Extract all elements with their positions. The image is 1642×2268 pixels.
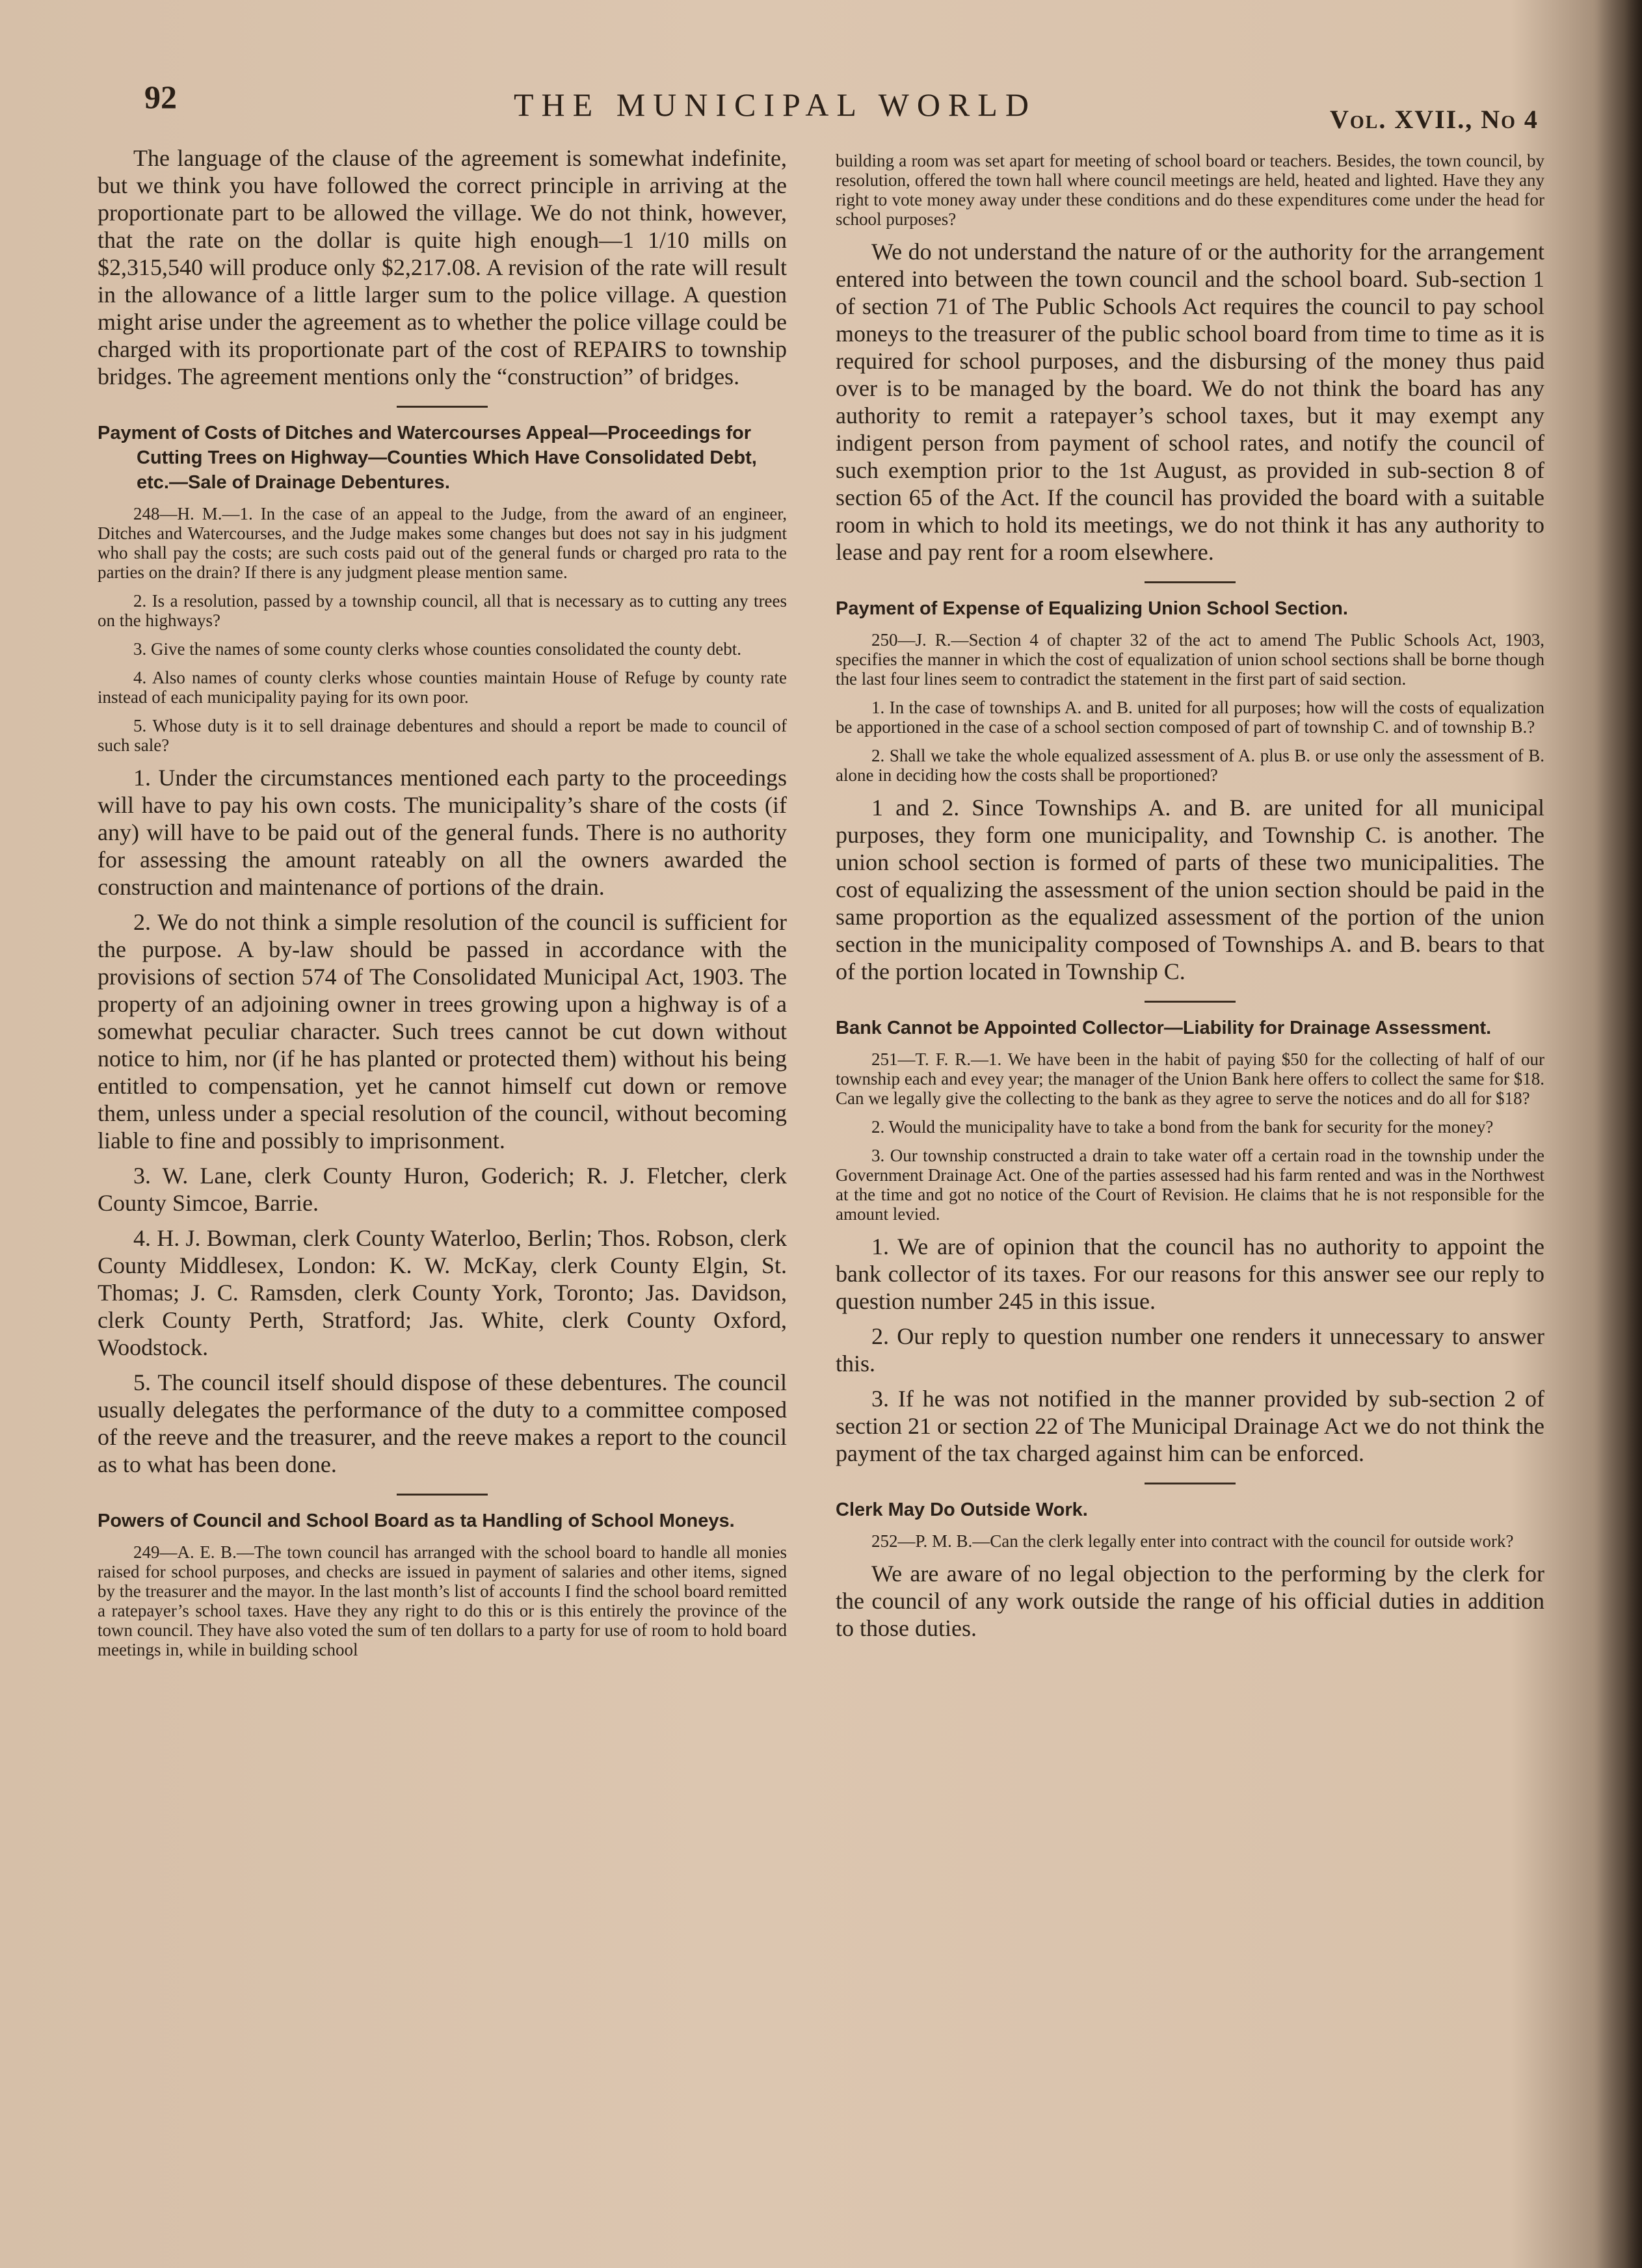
- question-249-continued: building a room was set apart for meeting of school board or teachers. Besides, the town council, by resolution, offered the town hall where council meetings are held, heated and lighted. Have they any right to vote money away under these conditions and do these expenditures come under the head for school purposes?: [836, 151, 1544, 229]
- question-251-1: 251—T. F. R.—1. We have been in the habit of paying $50 for the collecting of half of our township each and evey year; the manager of the Union Bank here offers to collect the same for $18. Can we legally give the collecting to the bank as they agree to serve the notices and do all for $18?: [836, 1049, 1544, 1108]
- question-251-3: 3. Our township constructed a drain to take water off a certain road in the township under the Government Drainage Act. One of the parties assessed had his farm rented and was in the Northwest at the time and got no notice of the Court of Revision. He claims that he is not responsible for the amount levied.: [836, 1146, 1544, 1224]
- section-divider: [1145, 1483, 1236, 1484]
- question-248-5: 5. Whose duty is it to sell drainage debentures and should a report be made to council of such sale?: [98, 716, 787, 755]
- question-250-1: 1. In the case of townships A. and B. united for all purposes; how will the costs of equalization be apportioned in the case of a school section composed of part of township C. and of township B.?: [836, 698, 1544, 737]
- question-248-4: 4. Also names of county clerks whose counties maintain House of Refuge by county rate instead of each municipality paying for its own poor.: [98, 668, 787, 707]
- question-250-2: 2. Shall we take the whole equalized assessment of A. plus B. or use only the assessment of B. alone in deciding how the costs shall be proportioned?: [836, 746, 1544, 785]
- section-heading-252: Clerk May Do Outside Work.: [836, 1499, 1088, 1520]
- section-divider: [1145, 1001, 1236, 1003]
- answer-250: 1 and 2. Since Townships A. and B. are united for all municipal purposes, they form one municipality, and Township C. is another. The union school section is formed of parts of these two municipalities. The cost of equalizing the assessment of the union section should be paid in the same proportion as the equalized assessment of the portion of the union section in the municipality composed of Townships A. and B. bears to that of the portion located in Township C.: [836, 795, 1544, 984]
- question-248-3: 3. Give the names of some county clerks whose counties consolidated the county debt.: [133, 639, 742, 659]
- question-251-2: 2. Would the municipality have to take a bond from the bank for security for the money?: [871, 1117, 1494, 1137]
- left-column: [98, 144, 787, 1668]
- answer-249: We do not understand the nature of or the authority for the arrangement entered into between the town council and the school board. Sub-section 1 of section 71 of The Public Schools Act requires the council to pay school moneys to the treasurer of the public school board from time to time as it is required for school purposes, and the disbursing of the money thus paid over is to be managed by the board. We do not think the board has any authority to remit a ratepayer’s school taxes, but it may exempt any indigent person from payment of school rates, and notify the council of such exemption prior to the 1st August, as provided in sub-section 8 of section 65 of the Act. If the council has provided the board with a suitable room in which to hold its meetings, we do not think it has any authority to lease and pay rent for a room elsewhere.: [836, 239, 1544, 565]
- right-column: [836, 151, 1544, 1650]
- section-heading-251: Bank Cannot be Appointed Collector—Liability for Drainage Assessment.: [836, 1018, 1492, 1038]
- answer-248-4: 4. H. J. Bowman, clerk County Waterloo, Berlin; Thos. Robson, clerk County Middlesex, London: K. W. McKay, clerk County Elgin, St. Thomas; J. C. Ramsden, clerk County York, Toronto; Jas. Davidson, clerk County Perth, Stratford; Jas. White, clerk County Oxford, Woodstock.: [98, 1225, 787, 1360]
- answer-251-1: 1. We are of opinion that the council has no authority to appoint the bank collector of its taxes. For our reasons for this answer see our reply to question number 245 in this issue.: [836, 1233, 1544, 1314]
- section-divider: [397, 406, 488, 408]
- answer-248-1: 1. Under the circumstances mentioned each party to the proceedings will have to pay his own costs. The municipality’s share of the costs (if any) will have to be paid out of the general funds. There is no authority for assessing the amount rateably on all the owners awarded the construction and maintenance of portions of the drain.: [98, 765, 787, 900]
- answer-paragraph: The language of the clause of the agreement is somewhat indefinite, but we think you have followed the correct principle in arriving at the proportionate part to be allowed the village. We do not think, however, that the rate on the dollar is quite high enough—1 1/10 mills on $2,315,540 will produce only $2,217.08. A revision of the rate will result in the allowance of a little larger sum to the police village. A question might arise under the agreement as to whether the police village could be charged with its proportionate part of the cost of REPAIRS to township bridges. The agreement mentions only the “construction” of bridges.: [98, 145, 787, 389]
- section-heading-248: Payment of Costs of Ditches and Watercourses Appeal—Proceedings for Cutting Trees on Highway—Counties Which Have Consolidated Debt, etc.—Sale of Drainage Debentures.: [98, 423, 757, 493]
- running-head: [0, 73, 1642, 138]
- section-heading-250: Payment of Expense of Equalizing Union School Section.: [836, 598, 1348, 619]
- section-divider: [1145, 581, 1236, 583]
- book-spine-shadow: [1596, 0, 1642, 2268]
- section-heading-249: Powers of Council and School Board as ta Handling of School Moneys.: [98, 1510, 735, 1531]
- section-divider: [397, 1494, 488, 1496]
- volume-number: Vol. XVII., No 4: [1330, 105, 1539, 134]
- question-248-1: 248—H. M.—1. In the case of an appeal to the Judge, from the award of an engineer, Ditches and Watercourses, and the Judge makes some changes but does not say in his judgment who shall pay the costs; are such costs paid out of the general funds or charged pro rata to the parties on the drain? If there is any judgment please mention same.: [98, 504, 787, 582]
- answer-248-2: 2. We do not think a simple resolution of the council is sufficient for the purpose. A by-law should be passed in accordance with the provisions of section 574 of The Consolidated Municipal Act, 1903. The property of an adjoining owner in trees growing upon a highway is of a somewhat peculiar character. Such trees cannot be cut down without notice to him, nor (if he has planted or protected them) without his being entitled to compensation, yet he cannot himself cut down or remove them, unless under a special resolution of the council, without becoming liable to fine and possibly to imprisonment.: [98, 909, 787, 1154]
- answer-248-3: 3. W. Lane, clerk County Huron, Goderich; R. J. Fletcher, clerk County Simcoe, Barrie.: [98, 1163, 787, 1216]
- question-248-2: 2. Is a resolution, passed by a township council, all that is necessary as to cutting any trees on the highways?: [98, 591, 787, 630]
- question-250: 250—J. R.—Section 4 of chapter 32 of the act to amend The Public Schools Act, 1903, specifies the manner in which the cost of equalization of union school sections shall be borne though the last four lines seem to contradict the statement in the first part of said section.: [836, 630, 1544, 689]
- answer-251-2: 2. Our reply to question number one renders it unnecessary to answer this.: [836, 1323, 1544, 1377]
- question-249: 249—A. E. B.—The town council has arranged with the school board to handle all monies raised for school purposes, and checks are issued in payment of salaries and other items, signed by the treasurer and the mayor. In the last month’s list of accounts I find the school board remitted a ratepayer’s school taxes. Have they any right to do this or is this entirely the province of the town council. They have also voted the sum of ten dollars to a party for use of room to hold board meetings in, while in building school: [98, 1542, 787, 1659]
- answer-251-3: 3. If he was not notified in the manner provided by sub-section 2 of section 21 or section 22 of The Municipal Drainage Act we do not think the payment of the tax charged against him can be enforced.: [836, 1386, 1544, 1466]
- answer-252: We are aware of no legal objection to the performing by the clerk for the council of any work outside the range of his official duties in addition to those duties.: [836, 1561, 1544, 1641]
- journal-title: THE MUNICIPAL WORLD: [514, 86, 1037, 123]
- answer-248-5: 5. The council itself should dispose of these debentures. The council usually delegates the performance of the duty to a committee composed of the reeve and the treasurer, and the reeve makes a report to the council as to what has been done.: [98, 1369, 787, 1477]
- question-252: 252—P. M. B.—Can the clerk legally enter into contract with the council for outside work?: [871, 1531, 1514, 1551]
- page-number: 92: [144, 79, 177, 115]
